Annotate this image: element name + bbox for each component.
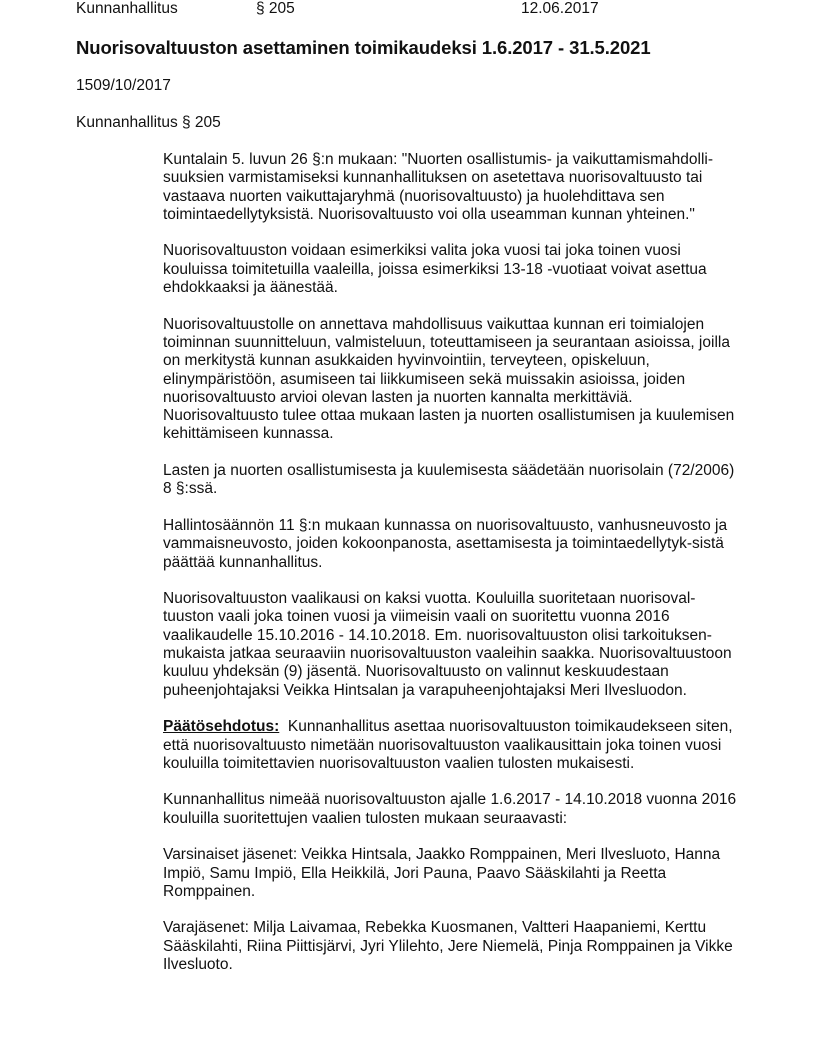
paragraph: Hallintosäännön 11 §:n mukaan kunnassa on nuorisovaltuusto, vanhusneuvosto ja vammaisneuvosto, joiden kokoonpanosta, asettamisesta ja toimintaedellytyk-sistä päättää kunnanhallitus. — [163, 516, 728, 571]
document-title: Nuorisovaltuuston asettaminen toimikaudeksi 1.6.2017 - 31.5.2021 — [76, 37, 651, 58]
header-section: § 205 — [256, 0, 295, 17]
paragraph: Kuntalain 5. luvun 26 §:n mukaan: "Nuorten osallistumis- ja vaikuttamismahdolli-suuksien varmistamiseksi kunnanhallituksen on asetettava nuorisovaltuusto tai vastaava nuorten vaikuttajaryhmä (nuorisovaltuusto) ja huolehdittava sen toimintaedellytyksistä. Nuorisovaltuusto voi olla useamman kunnan yhteinen." — [163, 151, 713, 223]
paragraph: Lasten ja nuorten osallistumisesta ja kuulemisesta säädetään nuorisolain (72/2006) 8 §:ssä. — [163, 462, 735, 498]
paragraph: Nuorisovaltuuston vaalikausi on kaksi vuotta. Kouluilla suoritetaan nuorisoval-tuuston vaali joka toinen vuosi ja viimeisin vaali on suoritettu vuonna 2016 vaalikaudelle 15.10.2016 - 14.10.2018. Em. nuorisovaltuuston olisi tarkoituksen-mukaista jatkaa seuraaviin nuorisovaltuuston vaaleihin saakka. Nuorisovaltuustoon kuuluu yhdeksän (9) jäsentä. Nuorisovaltuusto on valinnut keskuudestaan puheenjohtajaksi Veikka Hintsalan ja varapuheenjohtajaksi Meri Ilvesluodon. — [163, 590, 732, 699]
deputies-list: Varajäsenet: Milja Laivamaa, Rebekka Kuosmanen, Valtteri Haapaniemi, Kerttu Sääskilahti, Riina Piittisjärvi, Jyri Ylilehto, Jere Niemelä, Pinja Romppainen ja Vikke Ilvesluoto. — [163, 919, 733, 974]
paragraph: Nuorisovaltuuston voidaan esimerkiksi valita joka vuosi tai joka toinen vuosi kouluissa toimitetuilla vaaleilla, joissa esimerkiksi 13-18 -vuotiaat voivat asettua ehdokkaaksi ja äänestää. — [163, 242, 707, 297]
body-section-label: Kunnanhallitus § 205 — [76, 114, 221, 131]
appointment-paragraph: Kunnanhallitus nimeää nuorisovaltuuston ajalle 1.6.2017 - 14.10.2018 vuonna 2016 kouluilla suoritettujen vaalien tulosten mukaan seuraavasti: — [163, 791, 737, 827]
header-date: 12.06.2017 — [521, 0, 599, 17]
document-body — [163, 151, 743, 993]
members-list: Varsinaiset jäsenet: Veikka Hintsala, Jaakko Romppainen, Meri Ilvesluoto, Hanna Impiö, Samu Impiö, Ella Heikkilä, Jori Pauna, Paavo Sääskilahti ja Reetta Romppainen. — [163, 846, 721, 900]
header-organ: Kunnanhallitus — [76, 0, 178, 17]
paragraph: Nuorisovaltuustolle on annettava mahdollisuus vaikuttaa kunnan eri toimialojen toiminnan suunnitteluun, valmisteluun, toteuttamiseen ja seurantaan asioissa, joilla on merkitystä kunnan asukkaiden hyvinvointiin, terveyteen, opiskeluun, elinympäristöön, asumiseen tai liikkumiseen sekä muissakin asioissa, joiden nuorisovaltuusto arvioi olevan lasten ja nuorten kannalta merkittäviä. Nuorisovaltuusto tulee ottaa mukaan lasten ja nuorten osallistumisen ja kuulemisen kehittämiseen kunnassa. — [163, 315, 735, 443]
proposal-text: Kunnanhallitus asettaa nuorisovaltuuston toimikaudekseen siten, että nuorisovaltuusto nimetään nuorisovaltuuston vaalikausittain joka toinen vuosi kouluilla toimitettavien nuorisovaltuuston vaalien tulosten mukaisesti. — [163, 718, 733, 772]
decision-proposal — [163, 718, 743, 773]
proposal-label: Päätösehdotus: — [163, 718, 280, 736]
reference-number: 1509/10/2017 — [76, 77, 171, 94]
